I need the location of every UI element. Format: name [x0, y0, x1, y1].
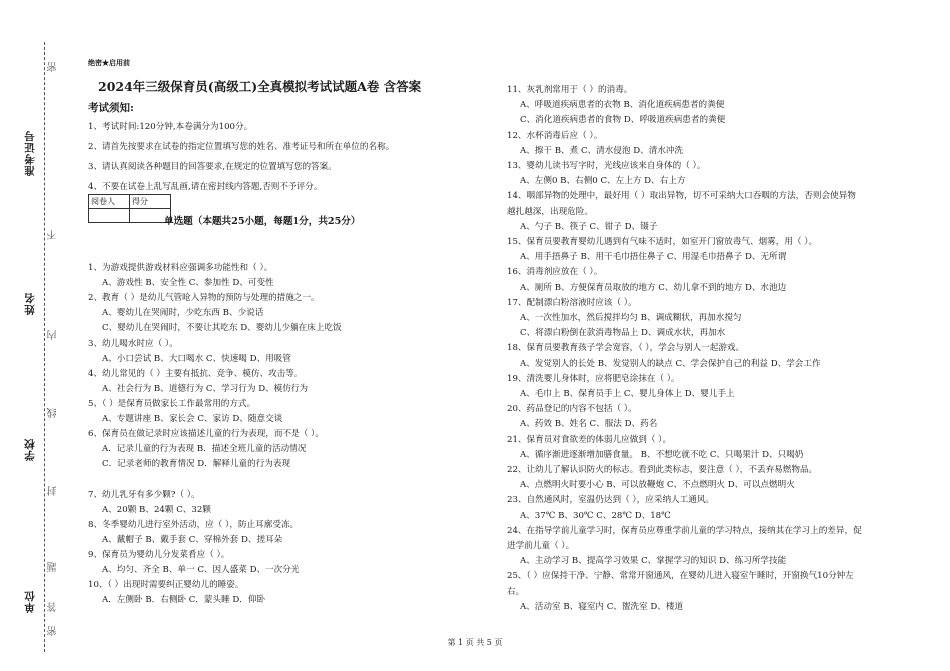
question-options: A、发觉别人的长处 B、发觉别人的缺点 C、学会保护自己的利益 D、学会工作 [520, 358, 821, 369]
question-text: 24、在指导学前儿童学习时，保育员应尊重学前儿童的学习特点，接纳其在学习上的差异，促 [507, 525, 862, 536]
question-text: 进学前儿童（ ）。 [507, 541, 575, 551]
question-options: A、小口尝试 B、大口喝水 C、快速喝 D、用吸管 [102, 353, 291, 364]
question-options: A、左侧0 B、右侧0 C、左上方 D、右上方 [520, 176, 686, 187]
question-text: 23、自然通风时，室温仍达到（ ），应采纳人工通风。 [507, 495, 715, 506]
question-options: A．左侧卧 B．右侧卧 C．蒙头睡 D．仰卧 [102, 595, 266, 606]
notice-title: 考试须知: [88, 102, 134, 114]
question-text: 2、教育（ ）是幼儿气管呛入异物的预防与处理的措施之一。 [88, 293, 320, 304]
name-label: 姓名 [24, 292, 36, 315]
question-options: A、婴幼儿在哭闹时，少吃东西 B、少说话 [102, 308, 264, 319]
binding-margin [0, 0, 80, 671]
notice-item: 1、考试时间:120分钟,本卷满分为100分。 [88, 122, 253, 132]
question-text: 3、幼儿喝水时应（ ）。 [88, 338, 178, 349]
notice-item: 3、请认真阅读各种题目的回答要求,在规定的位置填写您的答案。 [88, 162, 337, 172]
confidential-mark: 绝密★启用前 [88, 58, 130, 67]
question-text: 1、为游戏提供游戏材料应强调多功能性和（ ）。 [88, 263, 273, 273]
seal-mark: 密 [48, 62, 59, 72]
seal-mark: 答 [48, 602, 59, 612]
question-text: 22、让幼儿了解认识防火的标志。看到此类标志，要注意（ ），不丢弃易燃物品。 [507, 465, 818, 475]
reviewer-input-cell[interactable] [89, 209, 130, 223]
question-options: A、擦干 B、煮 C、清水侵泡 D、清水冲洗 [520, 145, 684, 156]
question-options: A、活动室 B、寝室内 C、盥洗室 D、楼道 [520, 601, 684, 612]
question-text: 越扎越深，出现危险。 [507, 206, 593, 217]
question-options: A、戴帽子 B、戴手套 C、穿棉外套 D、搓耳朵 [102, 534, 283, 545]
question-options: A、厕所 B、方便保育员取放的地方 C、幼儿拿不到的地方 D、水池边 [520, 282, 787, 293]
section-title: 单选题（本题共25小题，每题1分，共25分） [164, 216, 361, 227]
question-text: 12、水杯消毒后应（ ）。 [507, 130, 603, 141]
question-options: A、药效 B、姓名 C、服法 D、药名 [520, 419, 658, 430]
question-text: 6、保育员在做记录时应该描述儿童的行为表现，而不是（ ）。 [88, 429, 324, 440]
question-options: A、毛巾上 B、保育员手上 C、婴儿身体上 D、婴儿手上 [520, 389, 735, 399]
seal-mark: 不 [48, 230, 59, 240]
seal-line [44, 42, 45, 652]
question-text: 25、（ ）应保持干净、宁静、常常开窗通风，在婴幼儿进入寝室午睡时，开窗换气10分钟左 [507, 571, 854, 582]
question-text: 10、（ ）出现时需要纠正婴幼儿的睡姿。 [88, 580, 244, 591]
question-options: A、37℃ B、30℃ C、28℃ D、18℃ [520, 510, 671, 521]
question-text: 17、配制漂白粉溶液时应该（ ）。 [507, 297, 637, 308]
question-options: A、点燃明火时要小心 B、可以放鞭炮 C、不点燃明火 D、可以点燃明火 [520, 480, 795, 491]
question-text: 15、保育员要教育婴幼儿遇到有气味不适时，如室开门窗放毒气、烟雾，用（ ）。 [507, 237, 818, 247]
question-options: A、循序渐进逐渐增加膳食量。 B、不想吃就不吃 C、只喝果汁 D、只喝奶 [520, 449, 804, 460]
seal-mark: 封 [48, 486, 59, 496]
question-options: A、20颗 B、24颗 C、32颗 [102, 504, 211, 515]
question-text: 右。 [507, 586, 525, 597]
question-text: 8、冬季婴幼儿进行室外活动，应（ ），防止耳廓受冻。 [88, 519, 299, 530]
question-options: A、社会行为 B、道德行为 C、学习行为 D、模仿行为 [102, 383, 309, 394]
score-box [88, 194, 171, 223]
question-text: 20、药品登记的内容不包括（ ）。 [507, 404, 637, 415]
question-options: C、婴幼儿在哭闹时，不要让其吃东 D、婴幼儿少躺在床上吃饭 [102, 323, 342, 334]
reviewer-cell: 阅卷人 [89, 195, 130, 209]
school-label: 学校 [24, 438, 36, 461]
question-options: A、呼吸道疾病患者的衣物 B、消化道疾病患者的粪便 [520, 100, 725, 111]
question-text: 11、灰乳剂常用于（ ）的消毒。 [507, 85, 633, 95]
question-options: A、游戏性 B、安全性 C、参加性 D、可变性 [102, 278, 274, 289]
question-text: 18、保育员要教育孩子学会宽容，（ ），学会与别人一起游戏。 [507, 343, 745, 354]
question-text: 4、幼儿常见的（ ）主要有抵抗、竞争、模仿、攻击等。 [88, 368, 303, 379]
seal-mark: 密 [48, 626, 59, 636]
question-options: A、均匀、齐全 B、单一 C、因人盛菜 D、一次分光 [102, 565, 300, 575]
question-options: A、用手捂鼻子 B、用干毛巾捂住鼻子 C、用湿毛巾捂鼻子 D、无所谓 [520, 252, 787, 263]
question-options: A、一次性加水，然后搅拌均匀 B、调成糊状，再加水搅匀 [520, 313, 742, 323]
page-footer: 第 1 页 共 5 页 [447, 638, 503, 647]
question-options: A、勺子 B、筷子 C、钳子 D、镊子 [520, 221, 658, 232]
notice-item: 2、请首先按要求在试卷的指定位置填写您的姓名、准考证号和所在单位的名称。 [88, 142, 395, 152]
seal-mark: 线 [48, 408, 59, 418]
question-text: 7、幼儿乳牙有多少颗?（ ）。 [88, 489, 200, 500]
notice-item: 4、不要在试卷上乱写乱画,请在密封线内答题,否则不予评分。 [88, 182, 323, 192]
seal-mark: 题 [48, 562, 59, 572]
seal-mark: 内 [48, 330, 59, 340]
question-text: 16、消毒剂应放在（ ）。 [507, 267, 603, 278]
question-text: 14、咽部异物的处理中，最好用（ ）取出异物，切不可采纳大口吞咽的方法，否则会使异物 [507, 191, 856, 202]
question-text: 5、（ ）是保育员做家长工作最常用的方式。 [88, 398, 256, 409]
question-options: C、将漂白粉倒在款消毒物品上 D、调成水状，再加水 [520, 328, 726, 339]
page-title: 2024年三级保育员(高级工)全真模拟考试试题A卷 含答案 [98, 79, 422, 94]
score-cell: 得分 [130, 195, 171, 209]
question-options: A、专题讲座 B、家长会 C、家访 D、随意交谈 [102, 414, 283, 424]
question-text: 21、保育员对食欲差的体弱儿应做到（ ）。 [507, 434, 672, 445]
unit-label: 单位 [24, 590, 36, 613]
exam-number-label: 准考证号 [24, 130, 36, 176]
question-text: 19、清洗婴儿身体时，应将肥皂涂抹在（ ）。 [507, 373, 680, 384]
question-options: A．记录儿童的行为表现 B．描述全班儿童的活动情况 [102, 444, 307, 455]
question-text: 9、保育员为婴幼儿分发菜肴应（ ）。 [88, 549, 230, 560]
question-options: C、消化道疾病患者的食物 D、呼吸道疾病患者的粪便 [520, 115, 726, 126]
question-text: 13、婴幼儿读书写字时，光线应该来自身体的（ ）。 [507, 161, 706, 171]
question-options: A、主动学习 B、提高学习效果 C、掌握学习的知识 D、练习所学技能 [520, 556, 787, 567]
question-options: C．记录老师的教育情况 D．解释儿童的行为表现 [102, 459, 291, 470]
